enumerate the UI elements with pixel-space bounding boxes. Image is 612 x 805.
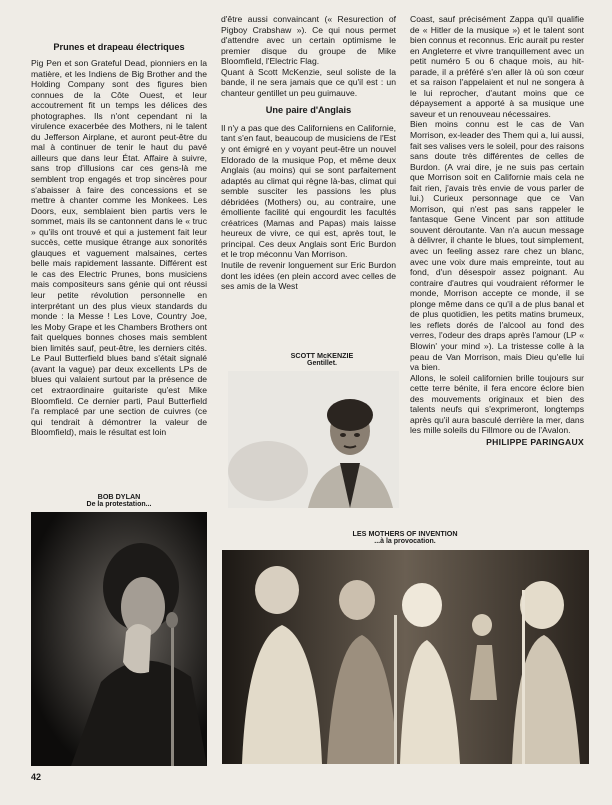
paragraph: Coast, sauf précisément Zappa qu'il qualifie de « Hitler de la musique ») et le talent sont bien connus et reconnus. Eric aurait pu rester en Angleterre et vivre tranquillement avec un petit numéro 5 ou 6 chaque mois, au hit-parade, il a préféré s'en aller là où son cœur et sa raison l'appelaient et nul ne songera à le lui reprocher, d'autant moins que ce dépaysement a apporté à sa musique une saveur et un renouveau nécessaires. bbox=[410, 14, 584, 119]
caption-subtitle: De la protestation... bbox=[86, 501, 152, 509]
caption-subtitle: Gentillet. bbox=[307, 360, 337, 368]
caption-name: BOB DYLAN bbox=[97, 492, 141, 501]
paragraph: d'être aussi convaincant (« Resurection of Pigboy Crabshaw »). Ce qui nous permet d'attendre avec un certain optimisme le premier disque du groupe de Mike Bloomfield, l'Electric Flag. bbox=[221, 14, 396, 67]
article-column-2 bbox=[221, 14, 396, 292]
caption-subtitle: ...à la provocation. bbox=[374, 538, 436, 546]
caption-bob-dylan bbox=[31, 493, 207, 510]
article-column-1 bbox=[31, 58, 207, 438]
section-heading-prunes: Prunes et drapeau électriques bbox=[53, 42, 185, 52]
paragraph: Allons, le soleil californien brille toujours sur cette terre bénite, il fera encore éclore bien des mouvements originaux et bien des talents neufs qui s'exprimeront, longtemps après qu'il aura basculé derrière la mer, dans les mille soleils du Fillmore ou de l'Avalon. bbox=[410, 372, 584, 436]
photo-mothers-of-invention bbox=[222, 550, 589, 764]
paragraph: Quant à Scott McKenzie, seul soliste de la bande, il ne sera jamais que ce qu'il est : un chanteur gentillet un peu guimauve. bbox=[221, 66, 396, 98]
paragraph: Inutile de revenir longuement sur Eric Burdon dont les idées (en plein accord avec celles de ses amis de la West bbox=[221, 260, 396, 292]
paragraph: Bien moins connu est le cas de Van Morrison, ex-leader des Them qui a, lui aussi, fait ses valises vers le soleil, pour des raisons sans doute très différentes de celles de Burdon. (A vrai dire, je ne suis pas certain que Morrison soit en Californie mais cela ne fait rien, j'avais très envie de vous parler de lui.) Curieux personnage que ce Van Morrison, qui n'est pas sans rappeler le fantasque Gene Vincent par son attitude souvent déroutante. Van n'a aucun message à délivrer, il chante le blues, tout simplement, avec un feeling assez rare chez un blanc, avec une voix dure mais empreinte, tout au fond, d'un désespoir assez poignant. Au contraire d'autres qui voudraient réformer le monde, Morrison accepte ce monde, il se plonge même dans ce qu'il a de plus banal et de plus quotidien, les petits matins brumeux, les reflets dorés de l'alcool au fond des verres, l'odeur des draps après l'amour (LP « Blowin' your mind »). La tristesse colle à la peau de Van Morrison, mais Dieu qu'elle lui va bien. bbox=[410, 119, 584, 373]
photo-bob-dylan bbox=[31, 512, 207, 766]
caption-name: SCOTT McKENZIE bbox=[290, 351, 354, 360]
article-column-3 bbox=[410, 14, 584, 447]
paragraph: Pig Pen et son Grateful Dead, pionniers en la matière, et les Indiens de Big Brother and the Holding Company sont des figures bien connues de la Côte Ouest, et leur accoutrement fit un temps les délices des photographes. Ils n'ont cependant ni la virulence exacerbée des Mothers, ni le talent du Jefferson Airplane, et auront peut-être du mal à continuer de tenir le haut du pavé ailleurs que dans leur État. Affaire à suivre, sans trop d'illusions car ces gens-là me semblent trop engagés et trop sincères pour s'abaisser à faire des concessions et se mettre à chanter comme les Monkees. Les Doors, eux, semblaient bien partis vers le sommet, mais ils se cantonnent dans le « truc » qu'ils ont trouvé et qui a justement fait leur succès, cette musique étrange aux sonorités glauques et vaguement malsaines, certes belle mais rapidement lassante. Différent est le cas des Electric Prunes, bons musiciens mais compositeurs sans génie qui ont réussi leur petite révolution personnelle en interprétant un des plus vieux standards du monde : la Messe ! Les Love, Country Joe, les Moby Grape et les Chambers Brothers ont fait quelques bonnes choses mais semblent bien limités sauf, peut-être, les derniers cités. Le Paul Butterfield blues band s'était signalé (avant la vague) par deux excellents LPs de blues qui valaient surtout par la présence de cet extraordinaire guitariste qu'est Mike Bloomfield. Ce dernier parti, Paul Butterfield l'a remplacé par une section de cuivres (ce qui tendrait à démontrer la valeur de Bloomfield), mais le résultat est loin bbox=[31, 58, 207, 438]
caption-name: LES MOTHERS OF INVENTION bbox=[352, 529, 458, 538]
caption-mothers-of-invention bbox=[330, 530, 480, 547]
page-number: 42 bbox=[31, 772, 42, 782]
caption-scott-mckenzie bbox=[262, 352, 382, 369]
author-signature: PHILIPPE PARINGAUX bbox=[486, 436, 584, 447]
photo-scott-mckenzie bbox=[228, 371, 399, 508]
paragraph: Il n'y a pas que des Californiens en Californie, tant s'en faut, beaucoup de musiciens de l'Est y ont émigré en y voyant peut-être un nouvel Eldorado de la musique Pop, et même deux Anglais (au moins) qui se sont parfaitement adaptés au climat qui règne là-bas, climat qui semble susciter les passions les plus débridées (Mothers) ou, au contraire, une émolliente facilité qui engourdit les facultés créatrices (Mamas and Papas) mais laisse heureux de vivre, ce qui est, après tout, le principal. Ces deux Anglais sont Eric Burdon et le trop méconnu Van Morrison. bbox=[221, 122, 396, 260]
section-heading-anglais: Une paire d'Anglais bbox=[265, 105, 352, 116]
